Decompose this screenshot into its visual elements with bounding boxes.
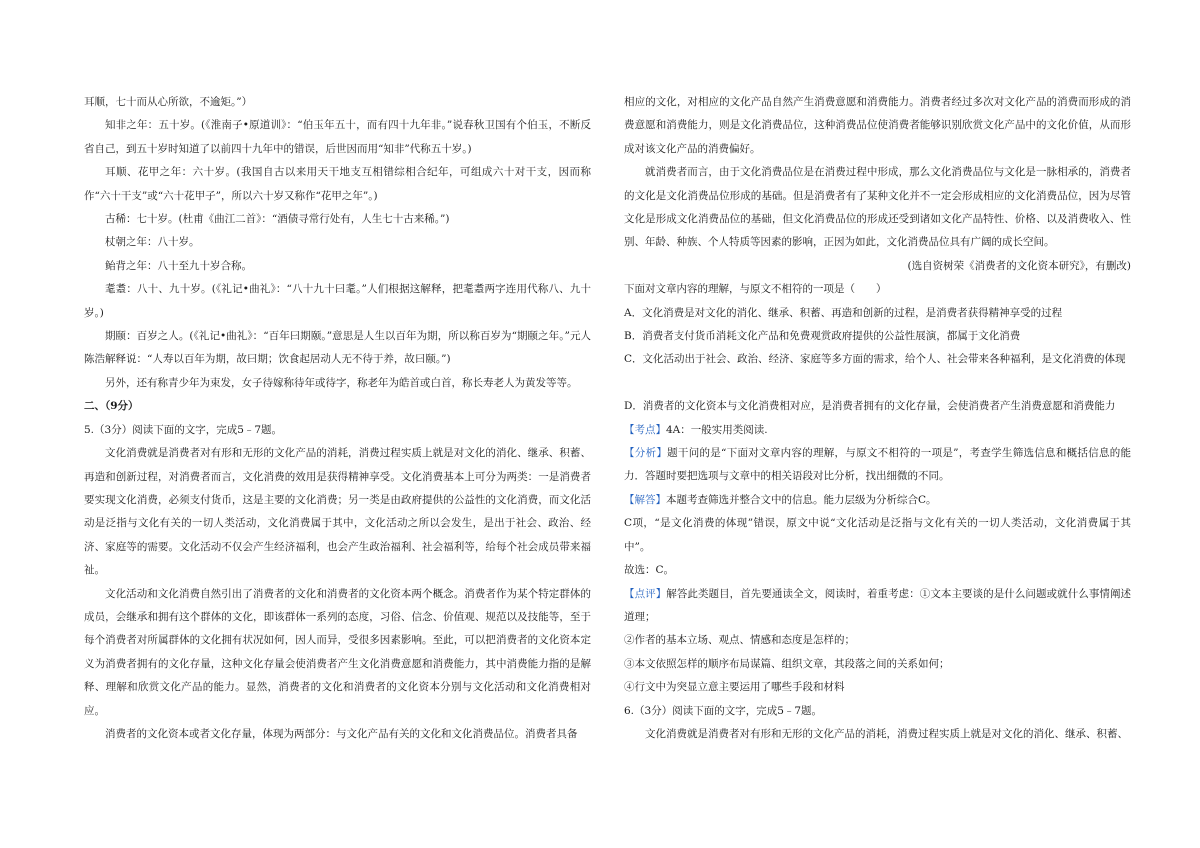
paragraph: 杖朝之年：八十岁。 — [105, 236, 200, 249]
paragraph: 耳顺、花甲之年：六十岁。(我国自古以来用天干地支互相错综相合纪年，可组成六十对干支，因而称作“六十干支”或“六十花甲子”，所以六十岁又称作“花甲之年”。) — [84, 166, 591, 202]
question-heading: 6.（3分）阅读下面的文字，完成5﹣7题。 — [624, 704, 823, 717]
jieda-tag: 【解答】 — [624, 493, 666, 506]
dianping-line — [624, 583, 1131, 630]
fenxi-line — [624, 442, 1131, 489]
right-column — [624, 91, 1131, 746]
paragraph: 耳顺，七十而从心所欲，不逾矩。”） — [84, 96, 253, 108]
article-paragraph: 就消费者而言，由于文化消费品位是在消费过程中形成，那么文化消费品位与文化是一脉相承的，消费者的文化是文化消费品位形成的基础。但是消费者有了某种文化并不一定会形成相应的文化消费品位，因为尽管文化是形成文化消费品位的基础，但文化消费品位的形成还受到诸如文化产品特性、价格、以及消费收入、性别、年龄、种族、个人特质等因素的影响，正因为如此，文化消费品位具有广阔的成长空间。 — [624, 166, 1131, 249]
article-paragraph: 文化消费就是消费者对有形和无形的文化产品的消耗，消费过程实质上就是对文化的消化、继承、积蓄、再造和创新过程，对消费者而言，文化消费的效用是获得精神享受。文化消费基本上可分为两类：一是消费者要实现文化消费，必须支付货币，这是主要的文化消费；另一类是由政府提供的公益性的文化消费，而文化活动是泛指与文化有关的一切人类活动，文化消费属于其中，文化活动之所以会发生，是出于社会、政治、经济、家庭等的需要。文化活动不仅会产生经济福利，也会产生政治福利、社会福利等，给每个社会成员带来福祉。 — [84, 447, 591, 577]
section-heading: 二、（9分） — [84, 400, 139, 413]
paragraph: 鲐背之年：八十至九十岁合称。 — [105, 259, 252, 272]
dianping-item: ②作者的基本立场、观点、情感和态度是怎样的； — [624, 634, 855, 647]
dianping-text: 解答此类题目，首先要通读全文，阅读时，着重考虑：①文本主要谈的是什么问题或就什么事情阐述道理； — [624, 587, 1132, 623]
option-b: B．消费者支付货币消耗文化产品和免费观赏政府提供的公益性展演，都属于文化消费 — [624, 330, 1021, 343]
article-paragraph: 相应的文化，对相应的文化产品自然产生消费意愿和消费能力。消费者经过多次对文化产品的消费而形成的消费意愿和消费能力，则是文化消费品位，这种消费品位使消费者能够识别欣赏文化产品中的文化价值，从而形成对该文化产品的消费偏好。 — [624, 96, 1131, 155]
fenxi-text: 题干问的是“下面对文章内容的理解，与原文不相符的一项是”，考查学生筛选信息和概括信息的能力．答题时要把选项与文章中的相关语段对比分析，找出细微的不同。 — [624, 447, 1132, 483]
kaodian-line — [624, 419, 1131, 442]
kaodian-text: 4A：一般实用类阅读. — [666, 423, 768, 436]
spacer — [624, 372, 1131, 395]
paragraph: 期颐：百岁之人。(《礼记•曲礼》：“百年曰期颐。”意思是人生以百年为期，所以称百岁为“期颐之年。”元人陈浩解释说：“人寿以百年为期，故曰期；饮食起居动人无不待于养，故曰颐。”) — [84, 330, 591, 366]
article-paragraph: 文化消费就是消费者对有形和无形的文化产品的消耗，消费过程实质上就是对文化的消化、继承、积蓄、 — [645, 727, 1128, 740]
dianping-item: ④行文中为突显立意主要运用了哪些手段和材料 — [624, 681, 845, 694]
option-d: D．消费者的文化资本与文化消费相对应，是消费者拥有的文化存量，会使消费者产生消费意愿和消费能力 — [624, 400, 1116, 413]
option-a: A．文化消费是对文化的消化、继承、积蓄、再造和创新的过程，是消费者获得精神享受的过程 — [624, 306, 1063, 319]
kaodian-tag: 【考点】 — [624, 423, 666, 436]
source-note: (选自资树荣《消费者的文化资本研究》，有删改) — [907, 259, 1131, 272]
left-column — [84, 91, 591, 746]
article-paragraph: 文化活动和文化消费自然引出了消费者的文化和消费者的文化资本两个概念。消费者作为某个特定群体的成员，会继承和拥有这个群体的文化，即该群体一系列的态度，习俗、信念、价值观、规范以及技能等，至于每个消费者对所属群体的文化拥有状况如何，因人而异，受很多因素影响。至此，可以把消费者的文化资本定义为消费者拥有的文化存量，这种文化存量会使消费者产生文化消费意愿和消费能力，其中消费能力指的是解释、理解和欣赏文化产品的能力。显然，消费者的文化和消费者的文化资本分别与文化活动和文化消费相对应。 — [84, 587, 591, 717]
option-c: C．文化活动出于社会、政治、经济、家庭等多方面的需求，给个人、社会带来各种福利，是文化消费的体现 — [624, 353, 1126, 366]
jieda-text: 本题考查筛选并整合文中的信息。能力层级为分析综合C。 — [666, 493, 937, 506]
dianping-item: ③本文依照怎样的顺序布局谋篇、组织文章，其段落之间的关系如何； — [624, 657, 950, 670]
paragraph: 另外，还有称青少年为束发，女子待嫁称待年或待字，称老年为皓首或白首，称长寿老人为黄发等等。 — [105, 376, 578, 389]
article-paragraph: 消费者的文化资本或者文化存量，体现为两部分：与文化产品有关的文化和文化消费品位。消费者具备 — [105, 727, 578, 740]
question-stem: 下面对文章内容的理解，与原文不相符的一项是（ ） — [624, 283, 887, 296]
jieda-line — [624, 489, 1131, 512]
answer-line: 故选：C。 — [624, 564, 675, 577]
jieda-explanation: C项，“是文化消费的体现”错误，原文中说“文化活动是泛指与文化有关的一切人类活动，文化消费属于其中”。 — [624, 517, 1131, 553]
paragraph: 知非之年：五十岁。(《淮南子•原道训》：“伯玉年五十，而有四十九年非。”说春秋卫国有个伯玉，不断反省自己，到五十岁时知道了以前四十九年中的错误，后世因而用“知非”代称五十岁。) — [84, 119, 591, 155]
question-heading: 5.（3分）阅读下面的文字，完成5﹣7题。 — [84, 423, 283, 436]
fenxi-tag: 【分析】 — [624, 447, 668, 460]
paragraph: 耄耋：八十、九十岁。(《礼记•曲礼》：“八十九十曰耄。”人们根据这解释，把耄耋两字连用代称八、九十岁。) — [84, 283, 591, 319]
dianping-tag: 【点评】 — [624, 587, 667, 600]
paragraph: 古稀：七十岁。(杜甫《曲江二首》：“酒债寻常行处有，人生七十古来稀。”) — [105, 213, 450, 226]
